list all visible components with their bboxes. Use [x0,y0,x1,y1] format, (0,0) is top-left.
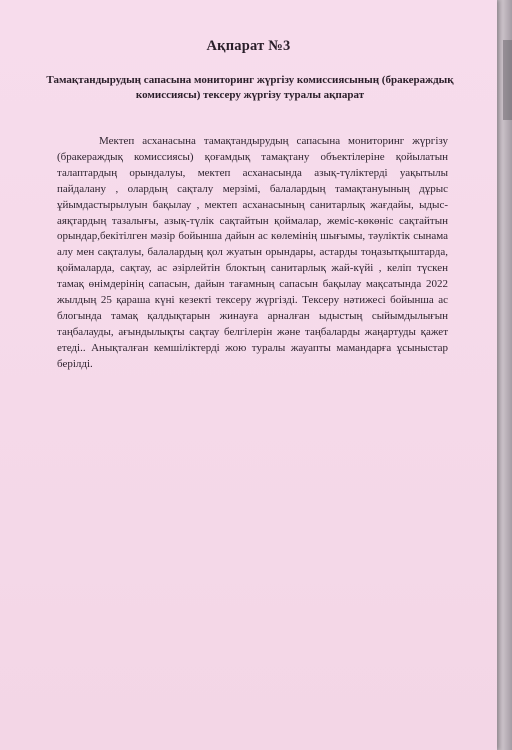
document-title: Ақпарат №3 [206,38,291,54]
document-subtitle: Тамақтандырудың сапасына мониторинг жүргізу комиссиясының (бракераждық комиссиясы) тексеру жүргізу туралы ақпарат [46,74,454,101]
background-shadow [503,40,512,120]
document-body: Мектеп асханасына тамақтандырудың сапасына мониторинг жүргізу (бракераждық комиссиясы) қоғамдық тамақтану объектілеріне қойылатын талаптардың орындалуы, мектеп асханасында азық-түліктерді уақытылы пайдалану , олардың сақталу мерзімі, балалардың тамақтануының дұрыс ұйымдастырылуын бақылау , мектеп асханасының санитарлық жағдайы, ыдыс-аяқтардың тазалығы, азық-түлік сақтайтын қоймалар, жеміс-көкөніс сақтайтын орындар,бекітілген мәзір бойынша дайын ас көлемінің шығымы, тәуліктік сынама алу мен сақталуы, балалардың қол жуатын орындары, астарды тоңазытқыштарда, қоймаларда, сақтау, ас әзірлейтін блоктың санитарлық жай-күйі , келіп түскен тамақ өнімдерінің сапасын, дайын тағамның сапасын бақылау мақсатында 2022 жылдың 25 қараша күні кезекті тексеру жүргізді. Тексеру нәтижесі бойынша ас блогында тамақ қалдықтарын жинауға арналған ыдыстың сыйымдылығын таңбалауды, ағындылықты сақтау белгілерін және таңбаларды жаңартуды қажет етеді.. Анықталған кемшіліктерді жою туралы жауапты мамандарға ұсыныстар берілді. [57,135,448,370]
background-edge [497,0,512,750]
